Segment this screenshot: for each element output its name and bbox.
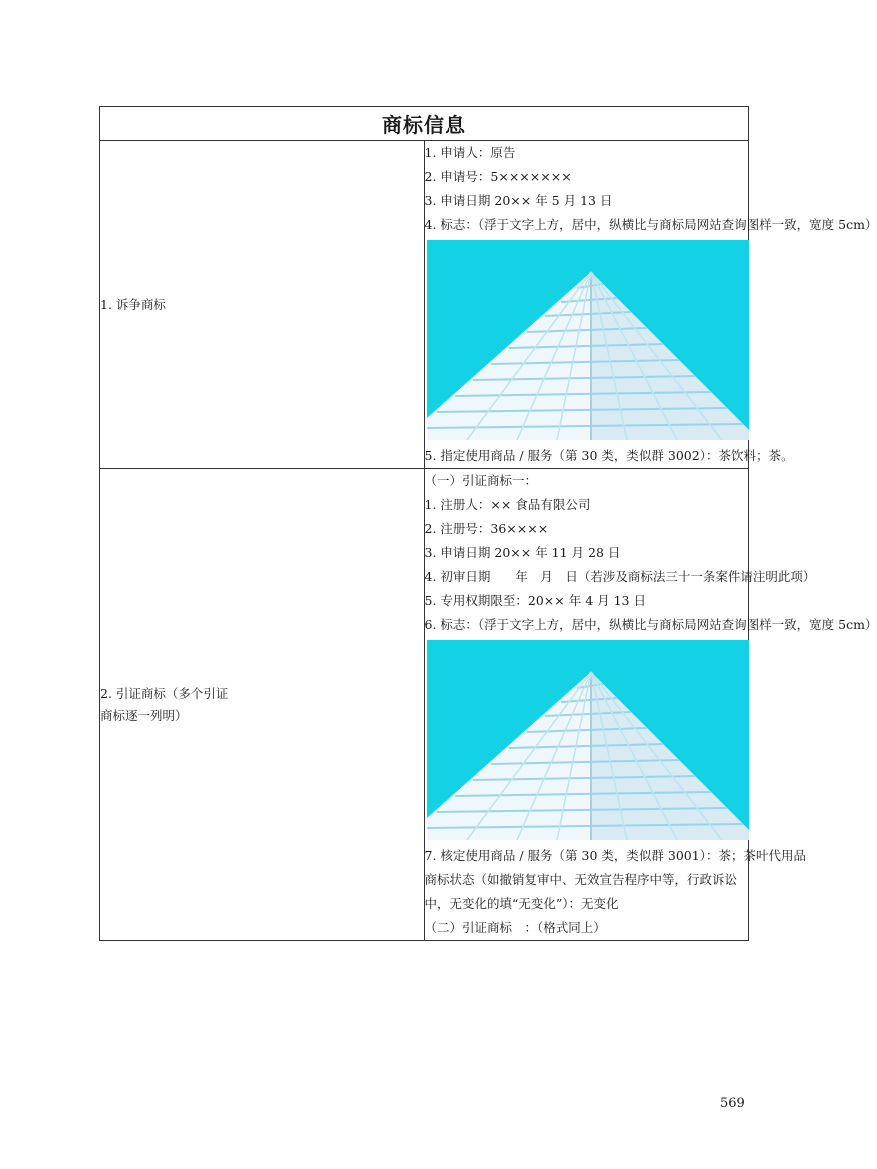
disputed-application-number: 2. 申请号：5××××××× (424, 169, 572, 184)
cited-label-line2: 商标逐一列明） (100, 707, 188, 723)
cited-trademark-label (100, 469, 425, 941)
cited-preliminary-review-date: 4. 初审日期 年 月 日（若涉及商标法三十一条案件请注明此项） (424, 569, 816, 584)
table-title: 商标信息 (100, 107, 749, 141)
trademark-info-sheet (99, 106, 877, 941)
trademark-info-table (99, 106, 877, 941)
cited-trademark-content (424, 469, 877, 941)
disputed-trademark-content (424, 141, 877, 469)
cited-heading: （一）引证商标一： (424, 473, 538, 488)
cited-goods-services: 7. 核定使用商品 / 服务（第 30 类，类似群 3001）：茶；茶叶代用品 (424, 848, 806, 863)
building-photo-icon (427, 240, 749, 440)
cited-mark-instruction: 6. 标志：（浮于文字上方，居中，纵横比与商标局网站查询图样一致，宽度 5cm） (424, 617, 877, 632)
disputed-mark-instruction: 4. 标志：（浮于文字上方，居中，纵横比与商标局网站查询图样一致，宽度 5cm） (424, 217, 877, 232)
disputed-goods-services: 5. 指定使用商品 / 服务（第 30 类，类似群 3002）：茶饮料；茶。 (424, 448, 794, 463)
cited-exclusive-right-term: 5. 专用权期限至：20×× 年 4 月 13 日 (424, 593, 646, 608)
disputed-applicant: 1. 申请人：原告 (424, 145, 516, 160)
page-number: 569 (720, 1096, 745, 1111)
cited-second-trademark: （二）引证商标 ：（格式同上） (424, 920, 606, 935)
cited-registration-number: 2. 注册号：36×××× (424, 521, 549, 536)
disputed-application-date: 3. 申请日期 20×× 年 5 月 13 日 (424, 193, 613, 208)
cited-registrant: 1. 注册人：×× 食品有限公司 (424, 497, 591, 512)
disputed-trademark-label: 1. 诉争商标 (100, 141, 425, 469)
cited-label-line1: 2. 引证商标（多个引证 (100, 685, 229, 701)
cited-trademark-status: 商标状态（如撤销复审中、无效宣告程序中等，行政诉讼中，无变化的填“无变化”）：无变化 (424, 872, 738, 911)
building-photo-icon (427, 640, 749, 840)
cited-application-date: 3. 申请日期 20×× 年 11 月 28 日 (424, 545, 621, 560)
